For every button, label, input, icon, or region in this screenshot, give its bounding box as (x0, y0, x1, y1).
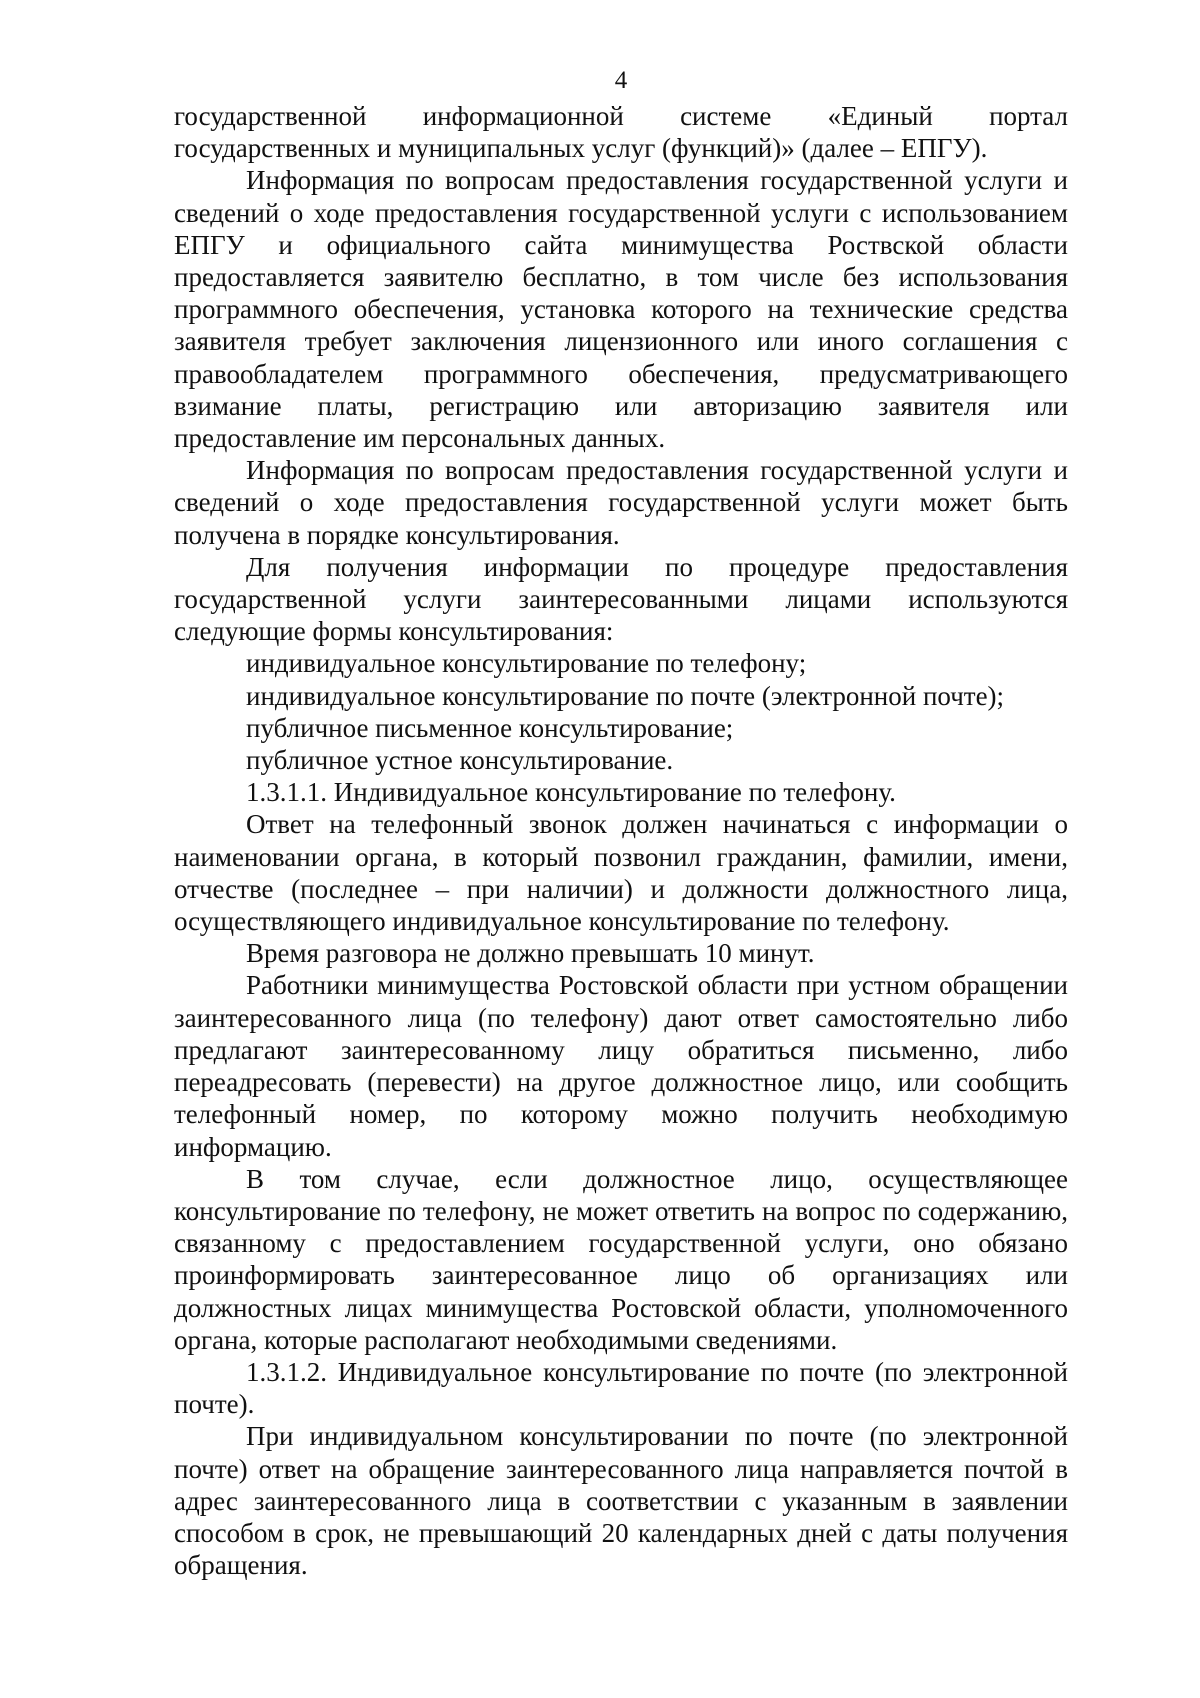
list-item-public-oral: публичное устное консультирование. (246, 745, 674, 776)
paragraph-epgu-info: Информация по вопросам предоставления государственной услуги и сведений о ходе предоставления государственной услуги с использованием ЕПГУ и официального сайта минимущества Роствской области предоставляется заявителю бесплатно, в том числе без использования программного обеспечения, установка которого на технические средства заявителя требует заключения лицензионного или иного соглашения с правообладателем программного обеспечения, предусматривающего взимание платы, регистрацию или авторизацию заявителя или предоставление им персональных данных. (174, 165, 1068, 454)
paragraph-consultation-forms: Для получения информации по процедуре предоставления государственной услуги заинтересованными лицами используются следующие формы консультирования: (174, 551, 1068, 647)
page-number: 4 (614, 67, 628, 94)
paragraph-workers: Работники минимущества Ростовской области при устном обращении заинтересованного лица (по телефону) дают ответ самостоятельно либо предлагают заинтересованному лицу обратиться письменно, либо переадресовать (перевести) на другое должностное лицо, или сообщить телефонный номер, по которому можно получить необходимую информацию. (174, 970, 1068, 1162)
paragraph-mail-consultation: При индивидуальном консультировании по почте (по электронной почте) ответ на обращение заинтересованного лица направляется почтой в адрес заинтересованного лица в соответствии с указанным в заявлении способом в срок, не превышающий 20 календарных дней с даты получения обращения. (174, 1421, 1068, 1581)
paragraph-call-duration: Время разговора не должно превышать 10 минут. (246, 938, 815, 969)
list-item-mail: индивидуальное консультирование по почте (электронной почте); (246, 680, 1005, 711)
list-item-phone: индивидуальное консультирование по телефону; (246, 648, 807, 679)
paragraph-phone-answer: Ответ на телефонный звонок должен начинаться с информации о наименовании органа, в который позвонил гражданин, фамилии, имени, отчестве (последнее – при наличии) и должности должностного лица, осуществляющего индивидуальное консультирование по телефону. (174, 809, 1068, 937)
paragraph-cannot-answer: В том случае, если должностное лицо, осуществляющее консультирование по телефону, не может ответить на вопрос по содержанию, связанному с предоставлением государственной услуги, оно обязано проинформировать заинтересованное лицо об организациях или должностных лицах минимущества Ростовской области, уполномоченного органа, которые располагают необходимыми сведениями. (174, 1163, 1068, 1355)
list-item-public-written: публичное письменное консультирование; (246, 712, 734, 743)
paragraph-continuation: государственной информационной системе «Единый портал государственных и муниципальных услуг (функций)» (далее – ЕПГУ). (174, 101, 1068, 164)
section-heading-1-3-1-2: 1.3.1.2. Индивидуальное консультирование по почте (по электронной почте). (174, 1356, 1068, 1420)
section-heading-1-3-1-1: 1.3.1.1. Индивидуальное консультирование по телефону. (246, 777, 896, 808)
paragraph-consultation-info: Информация по вопросам предоставления государственной услуги и сведений о ходе предоставления государственной услуги может быть получена в порядке консультирования. (174, 455, 1068, 550)
